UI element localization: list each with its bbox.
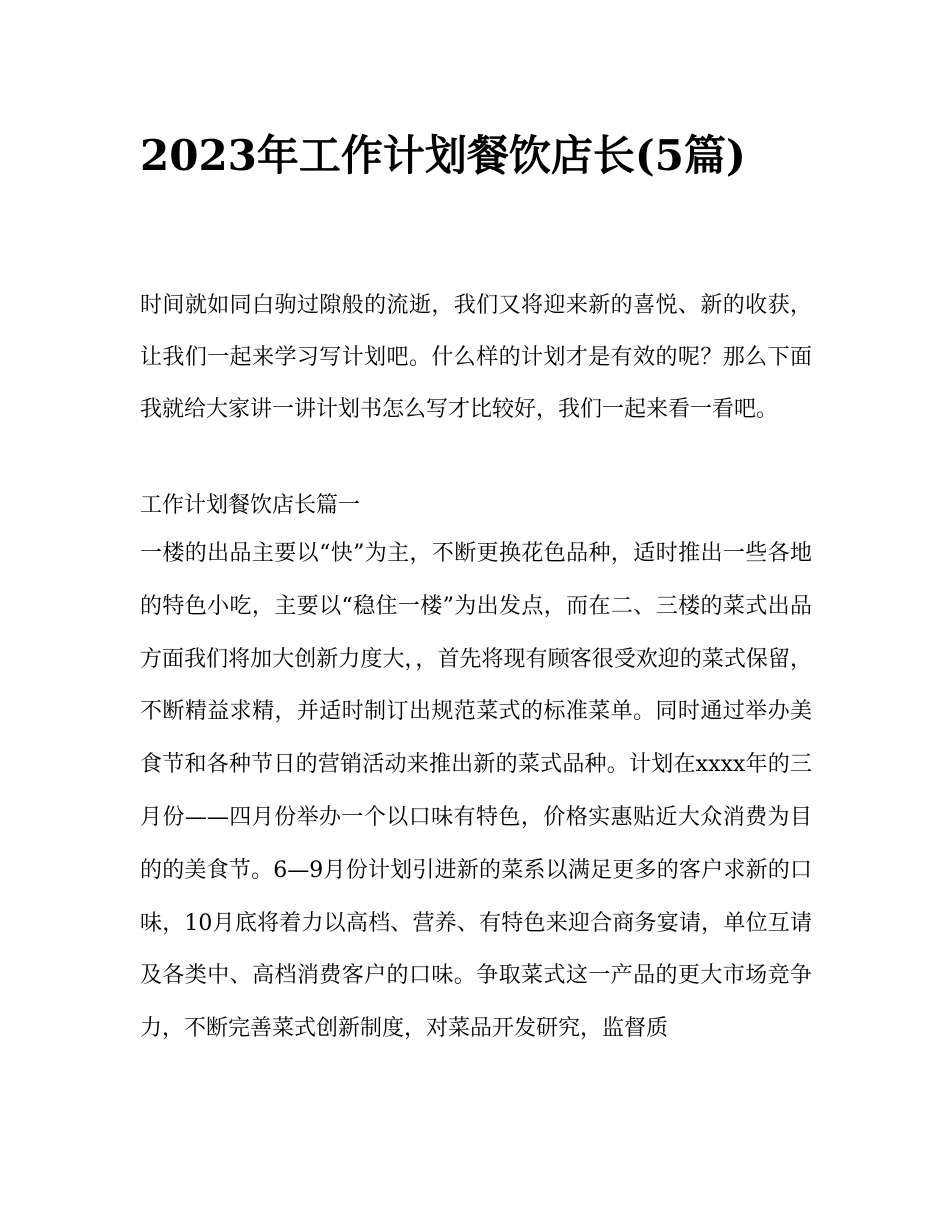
- document-title: 2023年工作计划餐饮店长(5篇): [140, 131, 746, 180]
- body-paragraph: 一楼的出品主要以“快”为主，不断更换花色品种，适时推出一些各地的特色小吃，主要以“稳住一楼”为出发点，而在二、三楼的菜式出品方面我们将加大创新力度大，，首先将现有顾客很受欢迎的菜式保留，不断精益求精，并适时制订出规范菜式的标准菜单。同时通过举办美食节和各种节日的营销活动来推出新的菜式品种。计划在xxxx年的三月份——四月份举办一个以口味有特色，价格实惠贴近大众消费为目的的美食节。6—9月份计划引进新的菜系以满足更多的客户求新的口味，10月底将着力以高档、营养、有特色来迎合商务宴请，单位互请及各类中、高档消费客户的口味。争取菜式这一产品的更大市场竞争力，不断完善菜式创新制度，对菜品开发研究，监督质: [140, 541, 812, 1042]
- intro-paragraph: 时间就如同白驹过隙般的流逝，我们又将迎来新的喜悦、新的收获，让我们一起来学习写计划吧。什么样的计划才是有效的呢？那么下面我就给大家讲一讲计划书怎么写才比较好，我们一起来看一看吧。: [140, 293, 812, 422]
- section-heading: 工作计划餐饮店长篇一: [140, 493, 361, 518]
